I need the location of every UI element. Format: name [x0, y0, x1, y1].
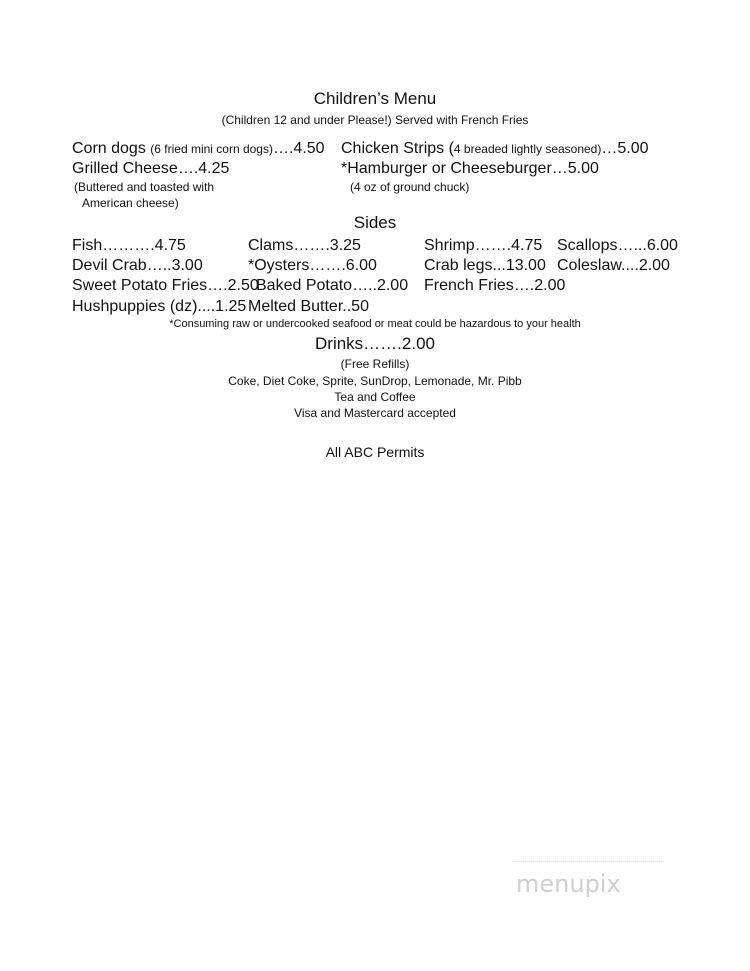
grilled-cheese-note-2: American cheese) — [82, 196, 179, 210]
side-item: Crab legs...13.00 — [424, 257, 546, 274]
drinks-tea: Tea and Coffee — [334, 390, 416, 404]
item-burger: *Hamburger or Cheeseburger…5.00 — [341, 160, 599, 177]
item-chicken-strips-price: …5.00 — [601, 140, 649, 157]
burger-note: (4 oz of ground chuck) — [350, 180, 470, 194]
item-chicken-strips-desc: 4 breaded lightly seasoned) — [453, 142, 602, 156]
side-item: French Fries….2.00 — [424, 277, 566, 294]
side-item: Fish……….4.75 — [72, 237, 186, 254]
menu-title: Children’s Menu — [313, 89, 437, 108]
watermark-logo: menupix — [516, 870, 621, 898]
item-corn-dogs — [72, 140, 325, 158]
watermark-rule — [514, 861, 664, 863]
side-item: Devil Crab…..3.00 — [72, 257, 203, 274]
side-item: Sweet Potato Fries….2.50 — [72, 277, 259, 294]
item-chicken-strips — [341, 140, 649, 158]
item-corn-dogs-desc: (6 fried mini corn dogs) — [150, 142, 273, 156]
item-corn-dogs-price: ….4.50 — [272, 140, 325, 157]
item-chicken-strips-name: Chicken Strips ( — [341, 140, 454, 157]
side-item: Clams…….3.25 — [248, 237, 361, 254]
side-item: Baked Potato…..2.00 — [256, 277, 409, 294]
health-warning: *Consuming raw or undercooked seafood or meat could be hazardous to your health — [169, 318, 581, 330]
item-grilled-cheese: Grilled Cheese….4.25 — [72, 160, 230, 177]
drinks-heading: Drinks…….2.00 — [315, 334, 435, 353]
payment-info: Visa and Mastercard accepted — [294, 406, 456, 420]
side-item: Hushpuppies (dz)....1.25 — [72, 298, 247, 315]
side-item: Shrimp…….4.75 — [424, 237, 543, 254]
menu-subtitle: (Children 12 and under Please!) Served with French Fries — [221, 113, 529, 127]
drinks-refills: (Free Refills) — [340, 357, 410, 371]
side-item: *Oysters…….6.00 — [248, 257, 377, 274]
side-item: Scallops…...6.00 — [557, 237, 678, 254]
item-corn-dogs-name: Corn dogs — [72, 140, 151, 157]
sides-heading: Sides — [353, 213, 397, 232]
drinks-list: Coke, Diet Coke, Sprite, SunDrop, Lemonade, Mr. Pibb — [228, 374, 522, 388]
grilled-cheese-note-1: (Buttered and toasted with — [74, 180, 215, 194]
side-item: Coleslaw....2.00 — [557, 257, 670, 274]
abc-permits: All ABC Permits — [325, 444, 425, 460]
side-item: Melted Butter..50 — [248, 298, 369, 315]
